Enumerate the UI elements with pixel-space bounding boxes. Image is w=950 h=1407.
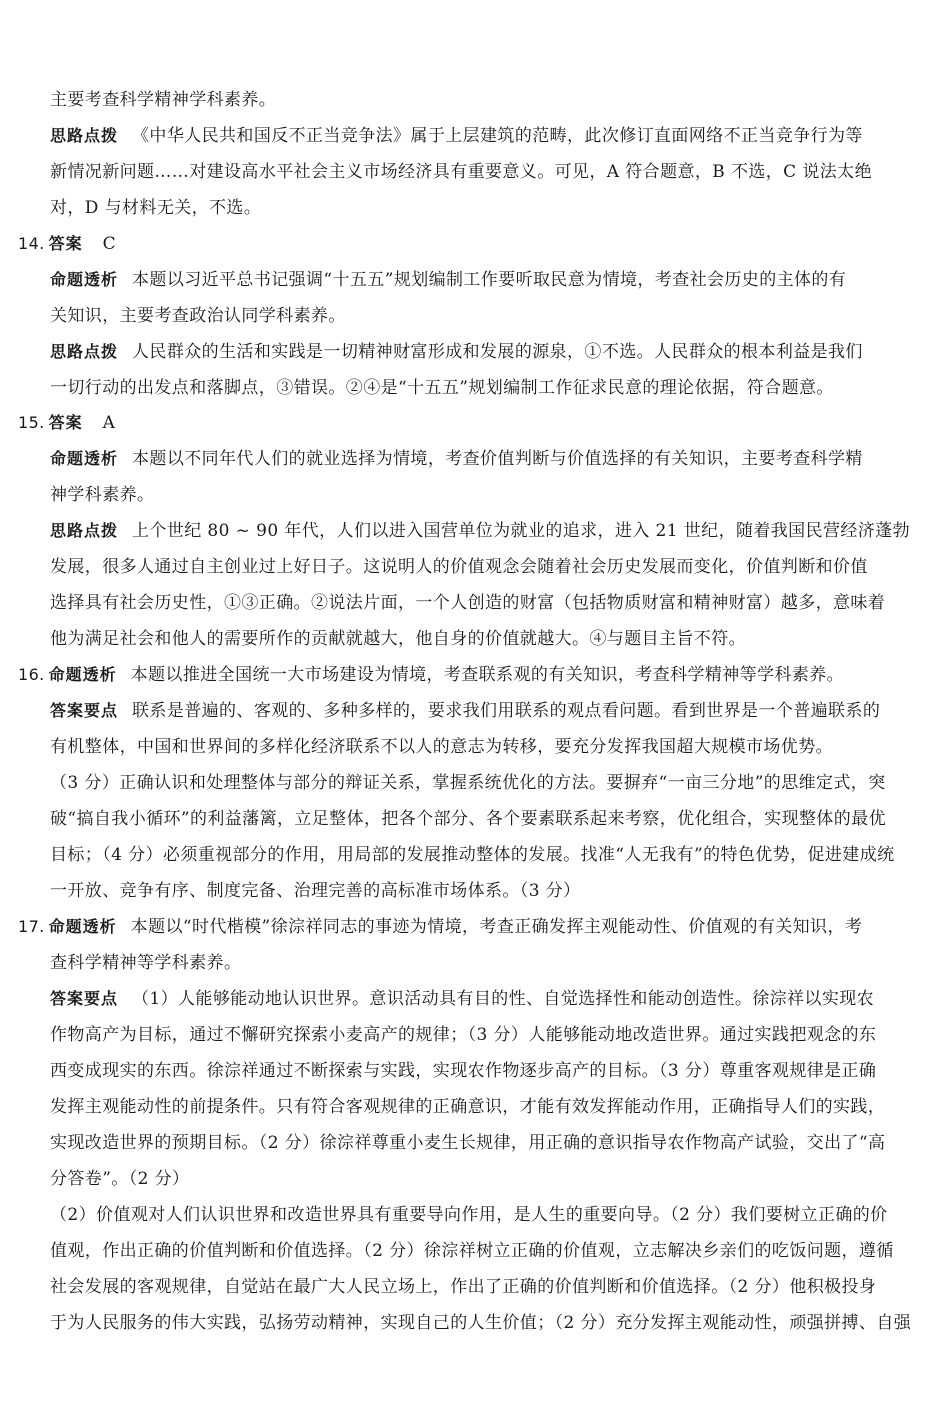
q17-part2-line-4: 于为人民服务的伟大实践，弘扬劳动精神，实现自己的人生价值；（2 分）充分发挥主观能动性，顽强拼搏、自强 (50, 1313, 912, 1333)
q17-points-line-4: 发挥主观能动性的前提条件。只有符合客观规律的正确意识，才能有效发挥能动作用，正确指导人们的实践， (50, 1097, 886, 1117)
q14-intent-line-1: 命题透析 本题以习近平总书记强调“十五五”规划编制工作要听取民意为情境，考查社会历史的主体的有 (50, 270, 847, 290)
q17-points-line-1: 答案要点 （1）人能够能动地认识世界。意识活动具有目的性、自觉选择性和能动创造性。徐淙祥以实现农 (50, 989, 875, 1009)
q17-points-line-5: 实现改造世界的预期目标。（2 分）徐淙祥尊重小麦生长规律，用正确的意识指导农作物高产试验，交出了“高 (50, 1133, 886, 1153)
q16-points-line-4: 破“搞自我小循环”的利益藩篱，立足整体，把各个部分、各个要素联系起来考察，优化组合，实现整体的最优 (50, 809, 886, 829)
thinking-label: 思路点拨 (50, 521, 119, 540)
q17-part2-line-2: 值观，作出正确的价值判断和价值选择。（2 分）徐淙祥树立正确的价值观，立志解决乡亲们的吃饭问题，遵循 (50, 1241, 894, 1261)
q15-thinking-line-4: 他为满足社会和他人的需要所作的贡献就越大，他自身的价值就越大。④与题目主旨不符。 (50, 629, 746, 649)
q14-thinking-line-2: 一切行动的出发点和落脚点，③错误。②④是“十五五”规划编制工作征求民意的理论依据，符合题意。 (50, 378, 834, 398)
thinking-label: 思路点拨 (50, 342, 119, 361)
q17-intent-line-1: 17. 命题透析 本题以“时代楷模”徐淙祥同志的事迹为情境，考查正确发挥主观能动性、价值观的有关知识，考 (18, 917, 863, 937)
q15-thinking-line-2: 发展，很多人通过自主创业过上好日子。这说明人的价值观念会随着社会历史发展而变化，价值判断和价值 (50, 557, 868, 577)
q17-intent-line-2: 查科学精神等学科素养。 (50, 953, 242, 973)
q14-answer-line (18, 233, 116, 255)
q14-intent-line-2: 关知识，主要考查政治认同学科素养。 (50, 306, 346, 326)
q17-part2-line-3: 社会发展的客观规律，自觉站在最广大人民立场上，作出了正确的价值判断和价值选择。（2 分）他积极投身 (50, 1277, 877, 1297)
q17-part2-line-1: （2）价值观对人们认识世界和改造世界具有重要导向作用，是人生的重要向导。（2 分）我们要树立正确的价 (50, 1205, 888, 1225)
q13-thinking-line-1: 思路点拨 《中华人民共和国反不正当竞争法》属于上层建筑的范畴，此次修订直面网络不正当竞争行为等 (50, 126, 863, 146)
q15-thinking-line-1: 思路点拨 上个世纪 80 ~ 90 年代，人们以进入国营单位为就业的追求，进入 21 世纪，随着我国民营经济蓬勃 (50, 521, 910, 541)
q14-thinking-line-1: 思路点拨 人民群众的生活和实践是一切精神财富形成和发展的源泉，①不选。人民群众的根本利益是我们 (50, 342, 863, 362)
answer-value: A (102, 413, 116, 433)
q16-points-line-2: 有机整体，中国和世界间的多样化经济联系不以人的意志为转移，要充分发挥我国超大规模市场优势。 (50, 737, 833, 757)
answer-label: 答案 (48, 234, 83, 253)
q15-thinking-line-3: 选择具有社会历史性，①③正确。②说法片面，一个人创造的财富（包括物质财富和精神财富）越多，意味着 (50, 593, 886, 613)
q16-points-line-6: 一开放、竞争有序、制度完备、治理完善的高标准市场体系。（3 分） (50, 881, 581, 901)
q17-points-line-3: 西变成现实的东西。徐淙祥通过不断探索与实践，实现农作物逐步高产的目标。（3 分）尊重客观规律是正确 (50, 1061, 877, 1081)
answer-label: 答案 (48, 413, 83, 432)
q16-intent-line-1: 16. 命题透析 本题以推进全国统一大市场建设为情境，考查联系观的有关知识，考查科学精神等学科素养。 (18, 665, 845, 685)
q16-points-line-1: 答案要点 联系是普遍的、客观的、多种多样的，要求我们用联系的观点看问题。看到世界是一个普遍联系的 (50, 701, 881, 721)
q15-intent-line-1: 命题透析 本题以不同年代人们的就业选择为情境，考查价值判断与价值选择的有关知识，主要考查科学精 (50, 449, 863, 469)
q13-intent-tail: 主要考查科学精神学科素养。 (50, 90, 277, 110)
intent-label: 命题透析 (48, 917, 117, 936)
answer-value: C (102, 234, 117, 254)
question-number: 16. (18, 665, 45, 684)
intent-label: 命题透析 (50, 270, 119, 289)
question-number: 15. (18, 413, 45, 432)
q13-thinking-line-3: 对，D 与材料无关，不选。 (50, 198, 262, 218)
question-number: 17. (18, 917, 45, 936)
q16-points-line-3: （3 分）正确认识和处理整体与部分的辩证关系，掌握系统优化的方法。要摒弃“一亩三分地”的思维定式，突 (50, 773, 886, 793)
intent-label: 命题透析 (48, 665, 117, 684)
thinking-label: 思路点拨 (50, 126, 119, 145)
q16-points-line-5: 目标；（4 分）必须重视部分的作用，用局部的发展推动整体的发展。找准“人无我有”的特色优势，促进建成统 (50, 845, 895, 865)
question-number: 14. (18, 234, 45, 253)
q17-points-line-6: 分答卷”。（2 分） (50, 1169, 190, 1189)
q15-answer-line (18, 412, 115, 434)
points-label: 答案要点 (50, 989, 119, 1008)
points-label: 答案要点 (50, 701, 119, 720)
q13-thinking-line-2: 新情况新问题……对建设高水平社会主义市场经济具有重要意义。可见，A 符合题意，B 不选，C 说法太绝 (50, 162, 872, 182)
q15-intent-line-2: 神学科素养。 (50, 485, 155, 505)
intent-label: 命题透析 (50, 449, 119, 468)
q17-points-line-2: 作物高产为目标，通过不懈研究探索小麦高产的规律；（3 分）人能够能动地改造世界。通过实践把观念的东 (50, 1025, 877, 1045)
